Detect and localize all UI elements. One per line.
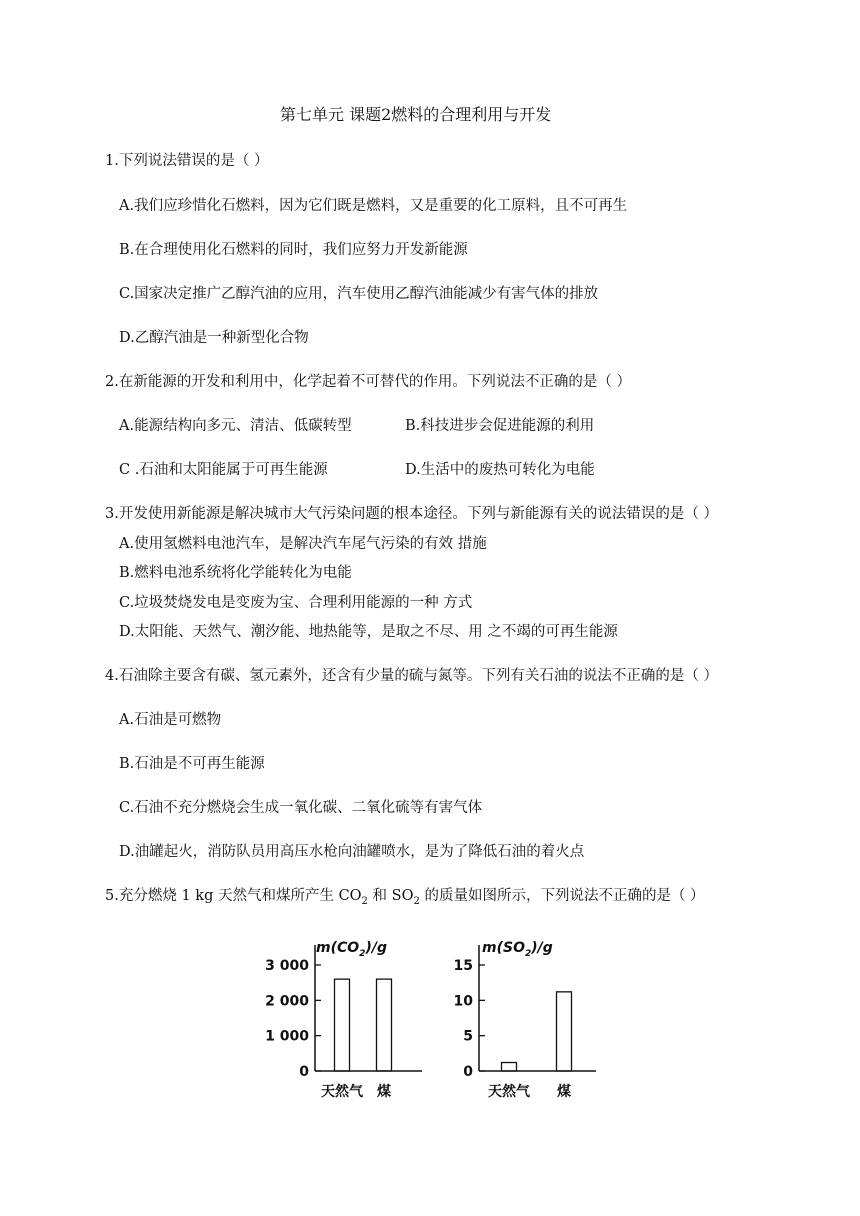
co2-bar-0 xyxy=(335,979,350,1071)
q5-stem xyxy=(105,887,705,911)
q4-stem: 4.石油除主要含有碳、氢元素外，还含有少量的硫与氮等。下列有关石油的说法不正确的是（ ） xyxy=(105,668,718,684)
q5-stem-post: 的质量如图所示，下列说法不正确的是（ ） xyxy=(419,888,705,904)
page-title: 第七单元 课题2燃料的合理利用与开发 xyxy=(280,105,552,124)
co2-y-axis-label: $m(CO_2)/g$ xyxy=(316,940,387,959)
co2-y-tick-label: 3 000 xyxy=(265,958,309,974)
co2-bar-1 xyxy=(377,979,392,1071)
so2-y-tick-label: 15 xyxy=(453,958,473,974)
q2-option-a: A.能源结构向多元、清洁、低碳转型 xyxy=(119,418,352,434)
q4-option-c: C.石油不充分燃烧会生成一氧化碳、二氧化硫等有害气体 xyxy=(119,800,483,816)
q5-sub-so2: 2 xyxy=(413,895,420,907)
q2-option-b: B.科技进步会促进能源的利用 xyxy=(405,418,595,434)
q1-option-a: A.我们应珍惜化石燃料，因为它们既是燃料，又是重要的化工原料，且不可再生 xyxy=(119,198,628,214)
q4-option-a: A.石油是可燃物 xyxy=(119,712,222,728)
q4-option-b: B.石油是不可再生能源 xyxy=(119,756,265,772)
so2-y-tick-label: 10 xyxy=(453,993,473,1010)
so2-bar-chart xyxy=(442,935,602,1105)
q2-option-d: D.生活中的废热可转化为电能 xyxy=(405,462,595,478)
q2-option-c: C .石油和太阳能属于可再生能源 xyxy=(119,462,328,478)
so2-y-axis-label: $m(SO_2)/g$ xyxy=(482,940,553,959)
q5-stem-mid: 和 SO xyxy=(367,888,414,904)
so2-y-tick-label: 5 xyxy=(463,1028,473,1045)
q5-sub-co2: 2 xyxy=(361,895,368,907)
q4-option-d: D.油罐起火，消防队员用高压水枪向油罐喷水，是为了降低石油的着火点 xyxy=(119,844,585,860)
so2-bar-0 xyxy=(502,1063,517,1071)
so2-bar-1 xyxy=(557,992,572,1071)
q1-stem: 1.下列说法错误的是（ ） xyxy=(105,153,269,169)
q3-option-d: D.太阳能、天然气、潮汐能、地热能等，是取之不尽、用 之不竭的可再生能源 xyxy=(119,624,618,640)
co2-category-label: 天然气 xyxy=(321,1084,363,1100)
co2-y-tick-label: 0 xyxy=(299,1064,309,1080)
co2-y-tick-label: 2 000 xyxy=(265,993,309,1010)
co2-category-label: 煤 xyxy=(377,1084,391,1100)
q3-option-c: C.垃圾焚烧发电是变废为宝、合理利用能源的一种 方式 xyxy=(119,595,473,611)
q3-option-a: A.使用氢燃料电池汽车，是解决汽车尾气污染的有效 措施 xyxy=(119,536,487,552)
q1-option-c: C.国家决定推广乙醇汽油的应用，汽车使用乙醇汽油能减少有害气体的排放 xyxy=(119,286,599,302)
co2-y-tick-label: 1 000 xyxy=(265,1028,309,1045)
q2-stem: 2.在新能源的开发和利用中，化学起着不可替代的作用。下列说法不正确的是（ ） xyxy=(105,374,631,390)
so2-category-label: 煤 xyxy=(557,1084,571,1100)
q3-option-b: B.燃料电池系统将化学能转化为电能 xyxy=(119,565,352,581)
so2-category-label: 天然气 xyxy=(488,1084,530,1100)
q5-stem-pre: 5.充分燃烧 1 kg 天然气和煤所产生 CO xyxy=(105,888,362,904)
q1-option-b: B.在合理使用化石燃料的同时，我们应努力开发新能源 xyxy=(119,242,468,258)
q3-stem: 3.开发使用新能源是解决城市大气污染问题的根本途径。下列与新能源有关的说法错误的是（ ） xyxy=(105,506,718,522)
co2-bar-chart xyxy=(260,935,430,1105)
so2-y-tick-label: 0 xyxy=(463,1064,473,1080)
q1-option-d: D.乙醇汽油是一种新型化合物 xyxy=(119,330,309,346)
